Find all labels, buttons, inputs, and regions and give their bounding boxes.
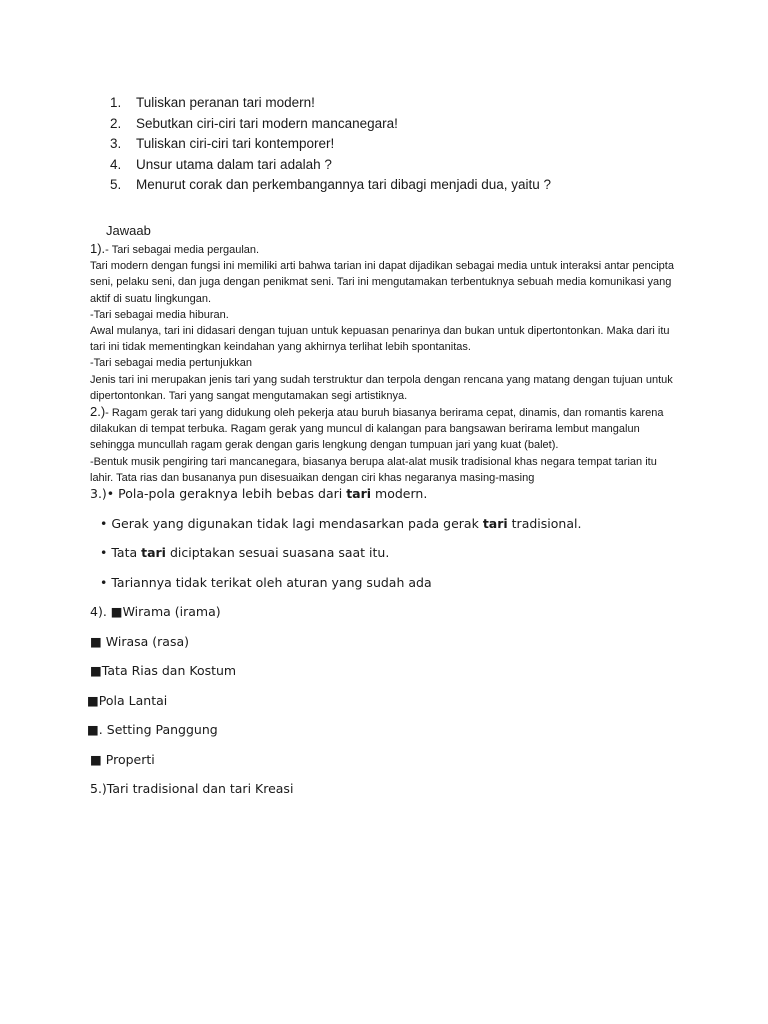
text: • Gerak yang digunakan tidak lagi mendasarkan pada gerak bbox=[100, 516, 483, 531]
answer-1-line bbox=[90, 241, 680, 258]
answer-1-para-2: Awal mulanya, tari ini didasari dengan tujuan untuk kepuasan penarinya dan bukan untuk dipertontonkan. Maka dari itu tari ini tidak mementingkan keindahan yang akhirnya terlihat lebih spontanitas. bbox=[90, 325, 670, 354]
question-item bbox=[110, 93, 551, 114]
answer-1-para-1: Tari modern dengan fungsi ini memiliki arti bahwa tarian ini dapat dijadikan sebagai media untuk interaksi antar pencipta seni, pelaku seni, dan juga dengan penikmat seni. Tari ini mengutamakan terbentuknya sebuah media komunikasi yang aktif di suatu lingkungan. bbox=[90, 260, 674, 305]
question-text: Sebutkan ciri-ciri tari modern mancanegara! bbox=[136, 115, 398, 131]
answer-4-item-5: ■. Setting Panggung bbox=[87, 722, 218, 737]
answer-1-block bbox=[90, 241, 680, 486]
answer-1-number: 1). bbox=[90, 241, 106, 256]
text: tradisional. bbox=[507, 516, 582, 531]
answer-4-item-4: ■Pola Lantai bbox=[87, 693, 168, 708]
emphasis: tari bbox=[346, 486, 372, 501]
answer-2-para-2: -Bentuk musik pengiring tari mancanegara, biasanya berupa alat-alat musik tradisional khas negara tempat tarian itu lahir. Tata rias dan busananya pun disesuaikan dengan ciri khas negaranya masing-masing bbox=[90, 455, 657, 484]
emphasis: tari bbox=[141, 545, 166, 560]
answer-4-item-1: 4). ■Wirama (irama) bbox=[90, 604, 221, 619]
question-number: 4. bbox=[110, 156, 122, 172]
emphasis: tari bbox=[482, 516, 508, 531]
question-item bbox=[110, 175, 551, 196]
answer-1-point-1: - Tari sebagai media pergaulan. bbox=[105, 244, 260, 256]
question-number: 2. bbox=[110, 115, 122, 131]
answer-1-point-2: -Tari sebagai media hiburan. bbox=[90, 308, 229, 321]
answer-3-line-1 bbox=[90, 486, 427, 501]
answer-3-line-2 bbox=[100, 516, 581, 531]
answer-4-item-2: ■ Wirasa (rasa) bbox=[90, 634, 190, 649]
answer-3-line-4: • Tariannya tidak terikat oleh aturan yang sudah ada bbox=[100, 575, 432, 590]
question-item bbox=[110, 155, 551, 176]
question-number: 3. bbox=[110, 136, 122, 151]
answer-5: 5.)Tari tradisional dan tari Kreasi bbox=[90, 781, 294, 796]
answer-1-para-3: Jenis tari ini merupakan jenis tari yang sudah terstruktur dan terpola dengan rencana yang matang dengan tujuan untuk dipertontonkan. Tari yang sangat mengutamakan segi artistiknya. bbox=[90, 373, 673, 402]
answer-2-line bbox=[90, 404, 680, 454]
answer-4-item-3: ■Tata Rias dan Kostum bbox=[90, 663, 237, 678]
question-text: Menurut corak dan perkembangannya tari dibagi menjadi dua, yaitu ? bbox=[136, 177, 552, 192]
question-item bbox=[110, 134, 551, 155]
text: diciptakan sesuai suasana saat itu. bbox=[165, 545, 390, 560]
question-item bbox=[110, 114, 551, 135]
question-text: Tuliskan ciri-ciri tari kontemporer! bbox=[136, 136, 335, 151]
answer-1-point-3: -Tari sebagai media pertunjukkan bbox=[90, 357, 253, 370]
text: • Tata bbox=[100, 545, 142, 560]
question-list bbox=[110, 93, 551, 196]
question-number: 1. bbox=[110, 95, 122, 110]
question-text: Tuliskan peranan tari modern! bbox=[136, 95, 315, 110]
answers-heading: Jawaab bbox=[106, 223, 151, 238]
answer-3-line-3 bbox=[100, 545, 389, 560]
text: modern. bbox=[371, 486, 428, 501]
text: 3.)• Pola-pola geraknya lebih bebas dari bbox=[90, 486, 347, 501]
question-text: Unsur utama dalam tari adalah ? bbox=[136, 156, 332, 172]
answer-2-number: 2.) bbox=[90, 404, 106, 420]
question-number: 5. bbox=[110, 177, 122, 192]
answer-4-item-6: ■ Properti bbox=[90, 752, 155, 767]
answer-2-para-1: - Ragam gerak tari yang didukung oleh pekerja atau buruh biasanya berirama cepat, dinamis, dan romantis karena dilakukan di tempat terbuka. Ragam gerak yang muncul di kalangan para bangsawan berirama lembut mangalun sehingga muncullah ragam gerak dengan garis lengkung dengan tumpuan jari yang kuat (balet). bbox=[90, 407, 664, 452]
